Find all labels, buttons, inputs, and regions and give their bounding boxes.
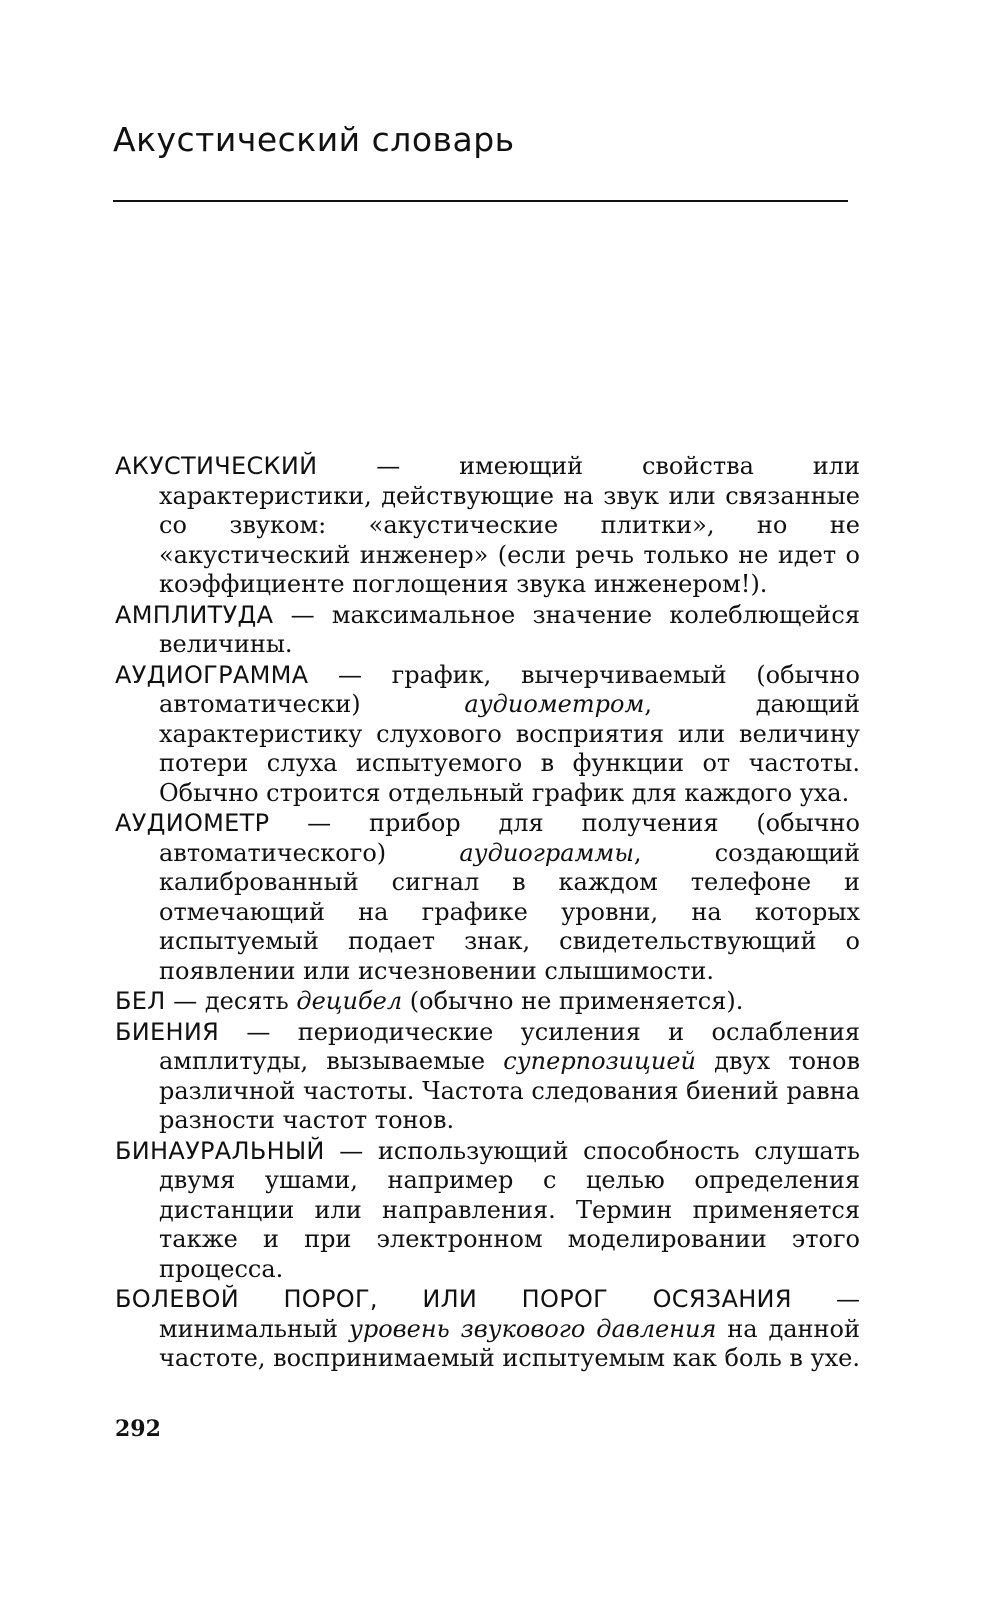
- entry-dash: —: [273, 600, 332, 629]
- entry-definition-text: двух тонов различной частоты. Частота следования биений равна разности частот тонов.: [159, 1047, 860, 1134]
- entry-cross-reference: суперпозицией: [503, 1047, 696, 1075]
- glossary-entry: [115, 452, 860, 600]
- page-number: 292: [115, 1416, 161, 1442]
- entry-dash: —: [269, 809, 370, 837]
- entry-cross-reference: уровень звукового давления: [348, 1314, 717, 1343]
- section-rule: [113, 200, 848, 202]
- entry-term: АУДИОГРАММА: [115, 660, 309, 689]
- entry-definition-text: график, вычерчиваемый (обычно автоматически): [159, 660, 860, 718]
- entry-dash: —: [165, 987, 205, 1015]
- entry-dash: —: [308, 660, 392, 689]
- entry-term: АМПЛИТУДА: [115, 600, 274, 629]
- glossary-entry: [115, 809, 860, 986]
- glossary-entry: [115, 1285, 860, 1374]
- glossary-entry: [115, 601, 860, 660]
- entry-dash: —: [324, 1136, 378, 1165]
- section-title: Акустический словарь: [113, 120, 515, 159]
- entry-definition-text: минимальный: [159, 1314, 349, 1343]
- glossary-entry: [115, 987, 860, 1017]
- glossary-entry: [115, 1018, 860, 1136]
- glossary-entries: [115, 452, 860, 1375]
- entry-definition-text: (обычно не применяется).: [402, 987, 744, 1015]
- entry-term: АКУСТИЧЕСКИЙ: [115, 452, 318, 480]
- entry-definition-text: на данной частоте, воспринимаемый испытуемым как боль в ухе.: [159, 1314, 861, 1372]
- entry-term: АУДИОМЕТР: [115, 809, 270, 837]
- entry-term: БОЛЕВОЙ ПОРОГ, ИЛИ ПОРОГ ОСЯЗАНИЯ: [115, 1285, 792, 1313]
- entry-term: БИЕНИЯ: [115, 1017, 220, 1046]
- entry-definition-text: прибор для получения (обычно автоматического): [159, 809, 860, 867]
- entry-term: БИНАУРАЛЬНЫЙ: [115, 1136, 325, 1165]
- entry-definition-text: , создающий калиброванный сигнал в каждом телефоне и отмечающий на графике уровни, на которых испытуемый подает знак, свидетельствующий о появлении или исчезновении слышимости.: [159, 838, 860, 985]
- entry-dash: —: [317, 452, 460, 480]
- entry-definition-text: периодические усиления и ослабления амплитуды, вызываемые: [159, 1017, 860, 1075]
- entry-term: БЕЛ: [115, 987, 166, 1015]
- entry-definition-text: , дающий характеристику слухового восприятия или величину потери слуха испытуемого в функции от частоты. Обычно строится отдельный график для каждого уха.: [159, 690, 861, 807]
- section-header: [113, 120, 853, 160]
- entry-cross-reference: аудиометром: [464, 690, 645, 718]
- entry-cross-reference: аудиограммы: [459, 838, 634, 867]
- entry-dash: —: [219, 1017, 298, 1046]
- glossary-entry: [115, 1137, 860, 1285]
- entry-definition-text: использующий способность слушать двумя ушами, например с целью определения дистанции или направления. Термин применяется также и при электронном моделировании этого процесса.: [159, 1136, 860, 1283]
- entry-dash: —: [791, 1285, 860, 1313]
- entry-cross-reference: децибел: [296, 987, 403, 1015]
- entry-definition-text: десять: [204, 987, 297, 1015]
- entry-definition-text: имеющий свойства или характеристики, действующие на звук или связанные со звуком: «акустические плитки», но не «акустический инженер» (если речь только не идет о коэффициенте поглощения звука инженером!).: [159, 452, 860, 598]
- glossary-entry: [115, 661, 860, 809]
- entry-definition-text: максимальное значение колеблющейся величины.: [159, 600, 860, 658]
